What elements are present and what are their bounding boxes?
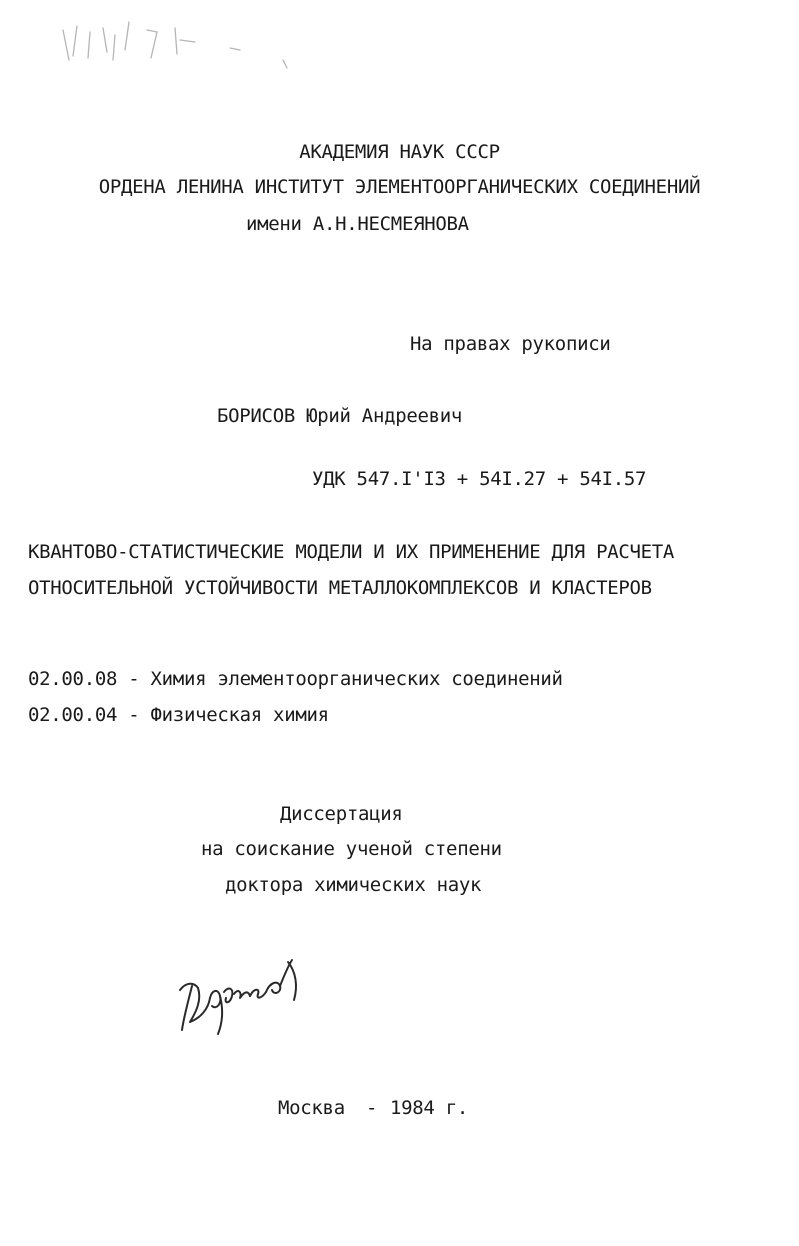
institute-named-after: имени А.Н.НЕСМЕЯНОВА (246, 213, 469, 235)
city-year-dash: - (366, 1097, 378, 1119)
specialty-line-1: 02.00.08 - Химия элементоорганических соединений (28, 668, 563, 690)
specialty-line-2: 02.00.04 - Физическая химия (28, 704, 329, 726)
academy-name: АКАДЕМИЯ НАУК СССР (299, 141, 500, 163)
institute-name: ОРДЕНА ЛЕНИНА ИНСТИТУТ ЭЛЕМЕНТООРГАНИЧЕСКИХ СОЕДИНЕНИЙ (98, 176, 701, 198)
dissertation-title-line-1: КВАНТОВО-СТАТИСТИЧЕСКИЕ МОДЕЛИ И ИХ ПРИМЕНЕНИЕ ДЛЯ РАСЧЕТА (28, 541, 675, 563)
dissertation-label: Диссертация (280, 803, 403, 825)
degree-field: доктора химических наук (225, 874, 482, 896)
rights-note: На правах рукописи (410, 333, 611, 355)
dissertation-title-line-2: ОТНОСИТЕЛЬНОЙ УСТОЙЧИВОСТИ МЕТАЛЛОКОМПЛЕКСОВ И КЛАСТЕРОВ (28, 577, 652, 599)
city: Москва (278, 1097, 345, 1119)
degree-line: на соискание ученой степени (201, 838, 502, 860)
author-name: БОРИСОВ Юрий Андреевич (217, 405, 463, 427)
udc-code: УДК 547.I'I3 + 54I.27 + 54I.57 (312, 468, 647, 490)
handwritten-signature (172, 952, 312, 1042)
year: 1984 г. (390, 1097, 468, 1119)
archive-stamp-mark (55, 10, 295, 75)
